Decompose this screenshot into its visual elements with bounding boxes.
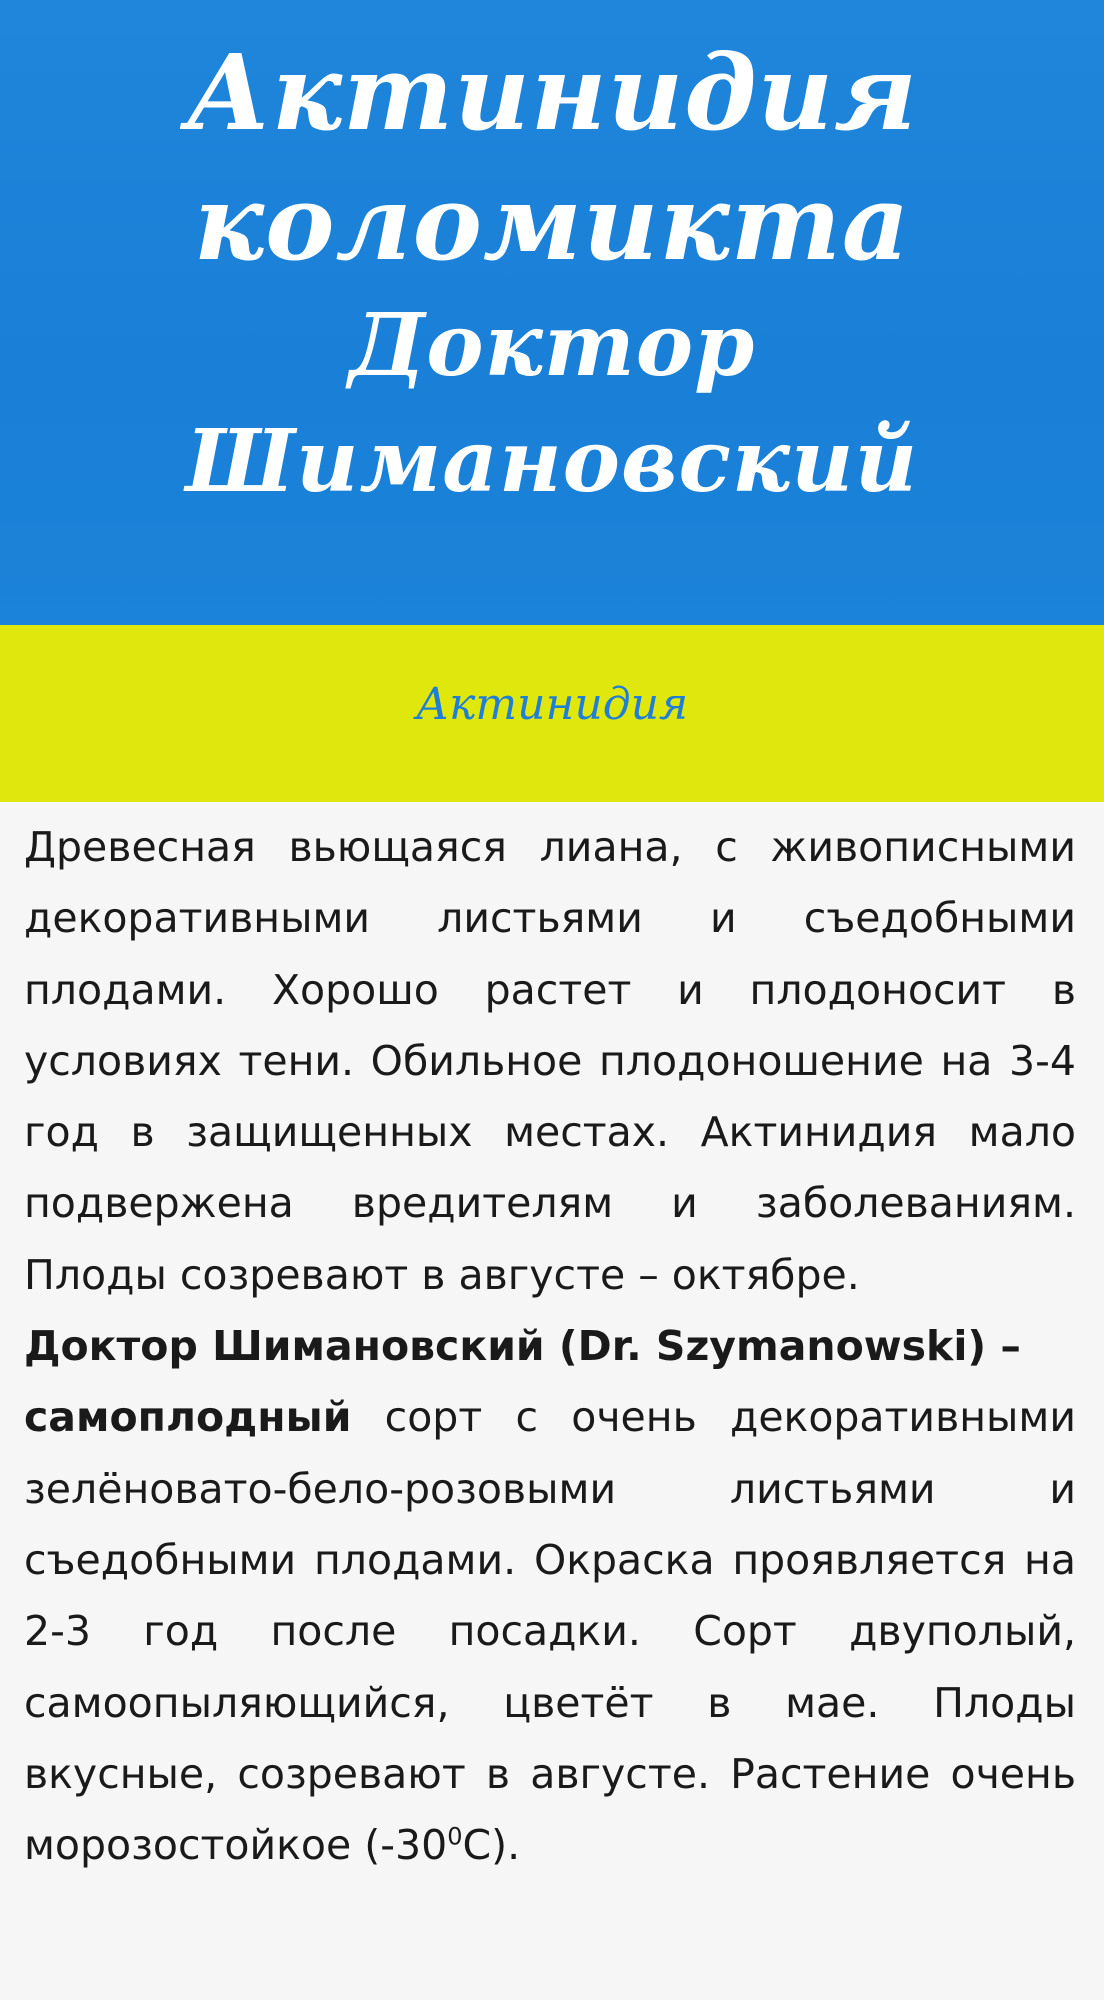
title-line-1: Актинидия: [186, 31, 918, 154]
general-description: Древесная вьющаяся лиана, с живописными декоративными листьями и съедобными плодами. Хорошо растет и плодоносит в условиях тени. Обильное плодоношение на 3-4 год в защищенных местах. Актинидия мало подвержена вредителям и заболеваниям. Плоды созревают в августе – октябре.: [24, 823, 1076, 1299]
description-text: [24, 812, 1076, 1881]
title-line-3: Доктор: [348, 295, 756, 396]
variety-details-end: С).: [462, 1821, 521, 1870]
title-line-2: коломикта: [193, 161, 911, 284]
product-title: [0, 28, 1104, 520]
variety-name: Доктор Шимановский (Dr. Szymanowski) –: [24, 1322, 1021, 1371]
title-line-4: Шимановский: [185, 411, 919, 512]
degree-mark: 0: [447, 1822, 463, 1851]
self-fertile-label: самоплодный: [24, 1393, 352, 1442]
variety-description: [24, 1311, 1076, 1881]
variety-details: сорт с очень декоративными зелёновато-бело-розовыми листьями и съедобными плодами. Окраска проявляется на 2-3 год после посадки. Сорт двуполый, самоопыляющийся, цветёт в мае. Плоды вкусные, созревают в августе. Растение очень морозостойкое (-30: [24, 1393, 1076, 1870]
category-label: Актинидия: [415, 679, 689, 730]
